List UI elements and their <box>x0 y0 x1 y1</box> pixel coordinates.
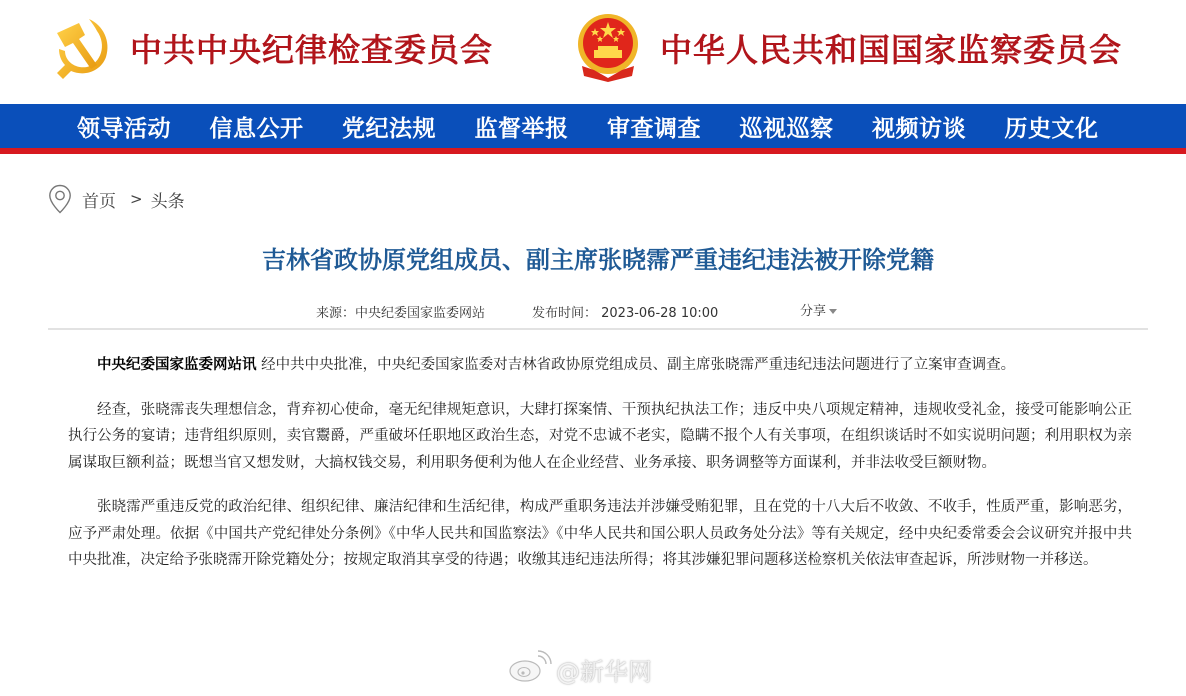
article-publish-time: 发布时间： 2023-06-28 10:00 <box>532 306 719 321</box>
caret-down-icon <box>829 309 837 314</box>
nav-item-report[interactable]: 监督举报 <box>474 114 569 142</box>
ccdi-logo-link[interactable] <box>48 0 493 96</box>
nav-item-history[interactable]: 历史文化 <box>1004 114 1099 142</box>
article-lead: 中央纪委国家监委网站讯 <box>97 357 257 373</box>
nav-item-disclosure[interactable]: 信息公开 <box>209 114 304 142</box>
article-paragraph: 经查，张晓霈丧失理想信念，背弃初心使命，毫无纪律规矩意识，大肆打探案情、干预执纪执法工作；违反中央八项规定精神，违规收受礼金，接受可能影响公正执行公务的宴请；违背组织原则，卖官鬻爵，严重破坏任职地区政治生态，对党不忠诚不老实，隐瞒不报个人有关事项，在组织谈话时不如实说明问题；利用职权为亲属谋取巨额利益；既想当官又想发财，大搞权钱交易，利用职务便利为他人在企业经营、业务承接、职务调整等方面谋利，并非法收受巨额财物。 <box>68 401 1132 471</box>
nav-divider-stripe <box>0 148 1186 154</box>
breadcrumb-home-link[interactable]: 首页 <box>82 191 116 212</box>
national-emblem-icon <box>574 8 642 88</box>
article-meta <box>0 300 1186 320</box>
meta-divider <box>48 328 1148 330</box>
share-dropdown[interactable] <box>800 300 837 319</box>
nav-item-leadership[interactable]: 领导活动 <box>77 114 171 142</box>
nav-item-investigation[interactable]: 审查调查 <box>607 114 701 142</box>
breadcrumb-current[interactable]: 头条 <box>150 191 185 212</box>
location-pin-icon <box>48 184 72 214</box>
share-label: 分享 <box>800 304 827 319</box>
hammer-sickle-icon <box>48 8 116 88</box>
nav-item-regulations[interactable]: 党纪法规 <box>342 114 436 142</box>
ccdi-site-name: 中共中央纪律检查委员会 <box>130 31 494 69</box>
nav-item-inspection[interactable]: 巡视巡察 <box>739 114 834 142</box>
article-source: 来源：中央纪委国家监委网站 <box>316 306 486 321</box>
weibo-icon <box>508 648 556 690</box>
nav-item-video[interactable]: 视频访谈 <box>872 114 966 142</box>
article-title: 吉林省政协原党组成员、副主席张晓霈严重违纪违法被开除党籍 <box>262 246 934 274</box>
site-header <box>0 0 1186 104</box>
xinhua-watermark <box>508 648 652 690</box>
breadcrumb-separator: > <box>130 190 143 208</box>
breadcrumb <box>48 184 185 214</box>
article-paragraph: 中央纪委国家监委网站讯 经中共中央批准，中央纪委国家监委对吉林省政协原党组成员、副主席张晓霈严重违纪违法问题进行了立案审查调查。 <box>97 357 1016 373</box>
main-nav <box>0 104 1186 148</box>
article-body <box>68 352 1132 592</box>
nsc-logo-link[interactable] <box>574 0 1122 96</box>
article-paragraph: 张晓霈严重违反党的政治纪律、组织纪律、廉洁纪律和生活纪律，构成严重职务违法并涉嫌受贿犯罪，且在党的十八大后不收敛、不收手，性质严重，影响恶劣，应予严肃处理。依据《中国共产党纪律处分条例》《中华人民共和国监察法》《中华人民共和国公职人员政务处分法》等有关规定，经中央纪委常委会会议研究并报中共中央批准，决定给予张晓霈开除党籍处分；按规定取消其享受的待遇；收缴其违纪违法所得；将其涉嫌犯罪问题移送检察机关依法审查起诉，所涉财物一并移送。 <box>68 499 1132 568</box>
nsc-site-name: 中华人民共和国国家监察委员会 <box>660 31 1123 69</box>
watermark-text: @新华网 <box>556 657 652 686</box>
